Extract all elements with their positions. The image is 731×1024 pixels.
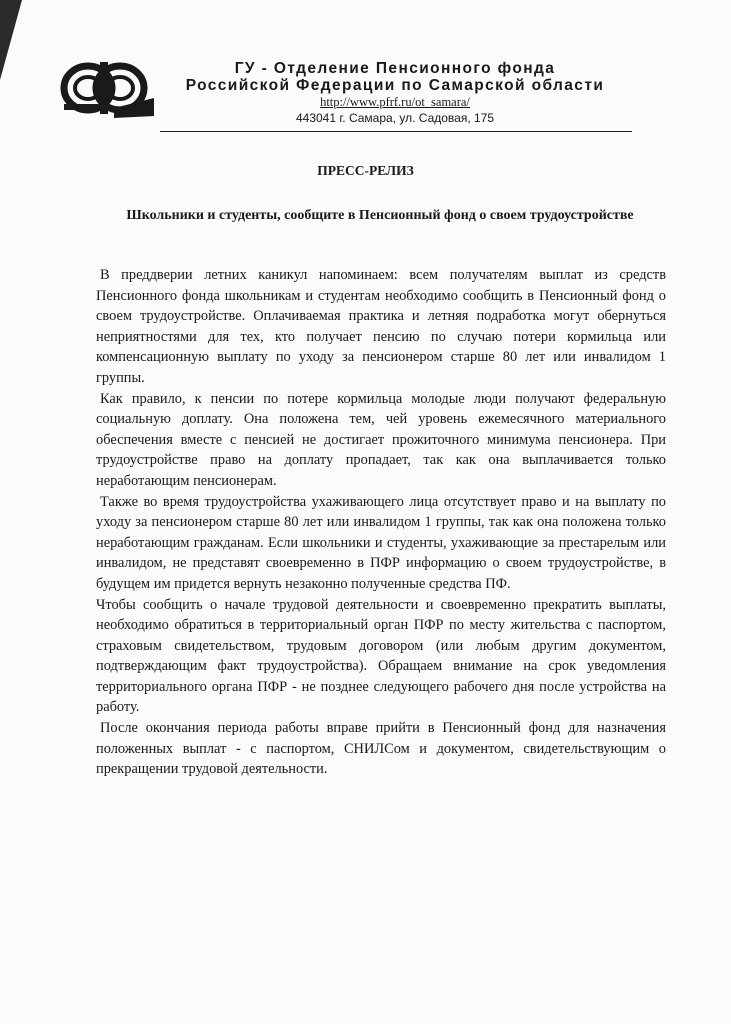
document-title: Школьники и студенты, сообщите в Пенсионный фонд о своем трудоустройстве (126, 208, 634, 223)
document-type: ПРЕСС-РЕЛИЗ (317, 163, 414, 178)
pfr-logo-icon (58, 58, 156, 120)
org-address: 443041 г. Самара, ул. Садовая, 175 (295, 111, 495, 125)
paragraph-3: Также во время трудоустройства ухаживающего лица отсутствует право и на выплату по уходу за пенсионером старше 80 лет или инвалидом 1 группы, так как она положена только неработающим гражданам. Если школьники и студенты, ухаживающие за престарелым или инвалидом, не представят своевременно в ПФР информацию о своем трудоустройстве, в будущем им придется вернуть незаконно полученные средства ПФ. (96, 493, 666, 592)
paragraph-4: Чтобы сообщить о начале трудовой деятельности и своевременно прекратить выплаты, необходимо обратиться в территориальный орган ПФР по месту жительства с паспортом, страховым свидетельством, трудовым договором (или любым другим документом, подтверждающим факт трудоустройства). Обращаем внимание на срок уведомления территориального органа ПФР - не позднее следующего рабочего дня после устройства на работу. (96, 596, 666, 716)
org-name-line-1: ГУ - Отделение Пенсионного фонда (234, 60, 556, 77)
scan-corner-mark (0, 0, 22, 80)
header-divider (160, 131, 632, 132)
organization-name (160, 60, 630, 94)
document-body (96, 265, 666, 780)
paragraph-2: Как правило, к пенсии по потере кормильца молодые люди получают федеральную социальную доплату. Она положена тем, чей уровень ежемесячного материального обеспечения вместе с пенсией не достигает прожиточного минимума пенсионера. При трудоустройстве право на доплату пропадает, так как она выплачивается только неработающим пенсионерам. (96, 390, 666, 489)
org-name-line-2: Российской Федерации по Самарской области (185, 77, 605, 94)
paragraph-1: В преддверии летних каникул напоминаем: всем получателям выплат из средств Пенсионного фонда школьникам и студентам необходимо сообщить в Пенсионный фонд о своем трудоустройстве. Оплачиваемая практика и летняя подработка могут обернуться неприятностями для тех, кто получает пенсию по случаю потери кормильца или компенсационную выплату по уходу за пенсионером старше 80 лет или инвалидом 1 группы. (96, 267, 666, 386)
org-website-link[interactable]: http://www.pfrf.ru/ot_samara/ (320, 95, 470, 109)
paragraph-5: После окончания периода работы вправе прийти в Пенсионный фонд для назначения положенных выплат - с паспортом, СНИЛСом и документом, свидетельствующим о прекращении трудовой деятельности. (96, 720, 666, 778)
